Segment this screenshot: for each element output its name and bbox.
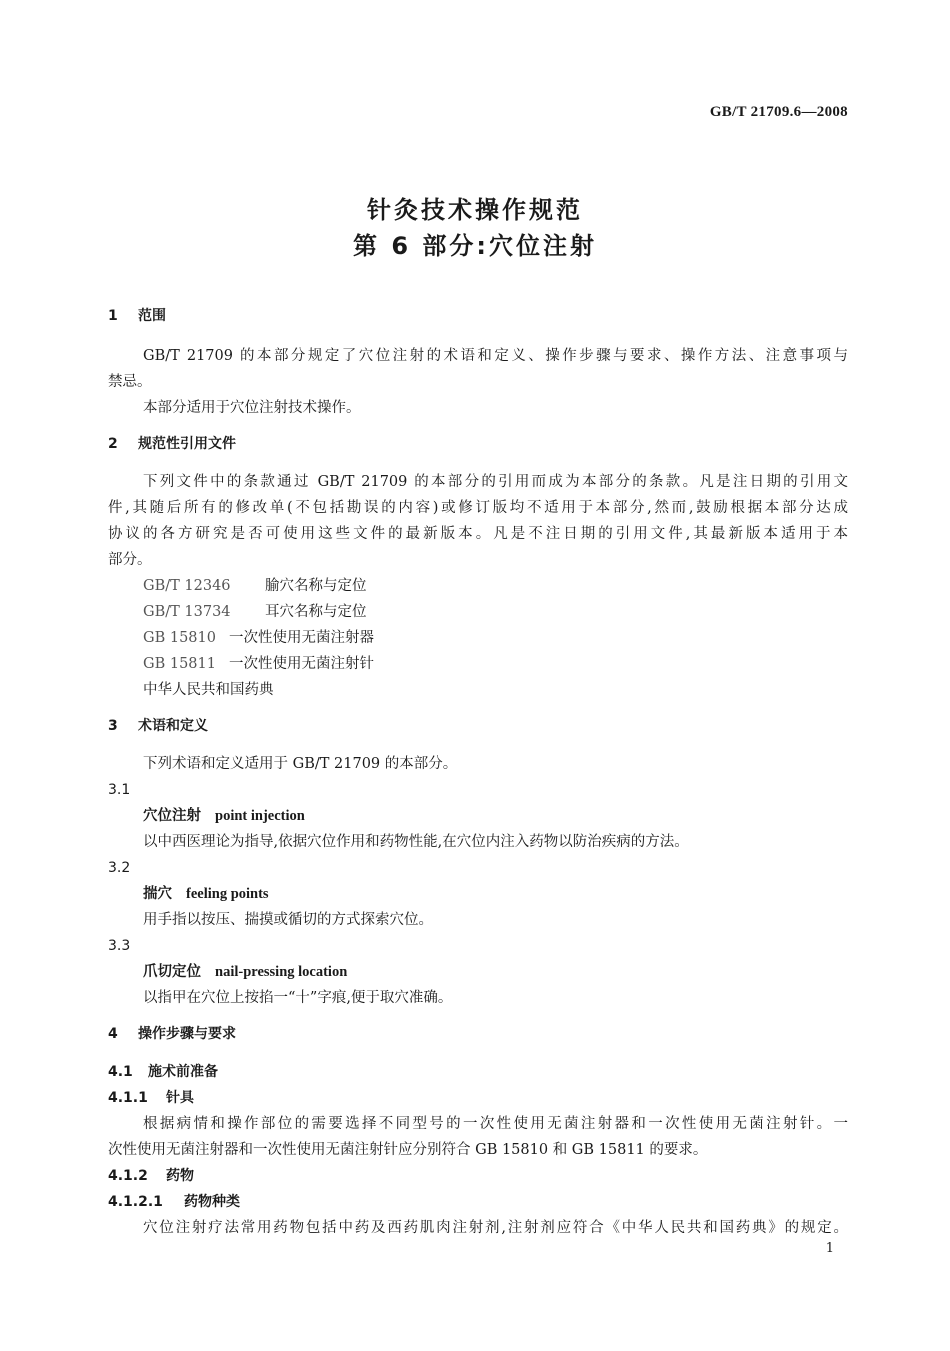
term-heading: 穴位注射 point injection bbox=[143, 807, 305, 824]
standard-code: GB/T 21709.6—2008 bbox=[709, 104, 848, 120]
document-subtitle: 第 6 部分:穴位注射 bbox=[352, 232, 597, 260]
term-number: 3.1 bbox=[108, 782, 131, 798]
section-2-paragraph-line-3: 协议的各方研究是否可使用这些文件的最新版本。凡是不注日期的引用文件,其最新版本适用于本 bbox=[108, 526, 848, 542]
term-definition: 用手指以按压、揣摸或循切的方式探索穴位。 bbox=[143, 912, 433, 928]
term-heading: 揣穴 feeling points bbox=[143, 885, 269, 902]
reference-item: GB 15811 一次性使用无菌注射针 bbox=[143, 656, 374, 672]
subsection-4-1-1-line-2: 次性使用无菌注射器和一次性使用无菌注射针应分别符合 GB 15810 和 GB 15811 的要求。 bbox=[108, 1142, 708, 1158]
term-number: 3.2 bbox=[108, 860, 131, 876]
section-4-heading: 4 操作步骤与要求 bbox=[108, 1026, 236, 1042]
section-2-paragraph-line-2: 件,其随后所有的修改单(不包括勘误的内容)或修订版均不适用于本部分,然而,鼓励根据本部分达成 bbox=[108, 500, 848, 516]
subsection-4-1-heading: 4.1 施术前准备 bbox=[108, 1064, 218, 1080]
section-2-paragraph-line-1: 下列文件中的条款通过 GB/T 21709 的本部分的引用而成为本部分的条款。凡是注日期的引用文 bbox=[143, 474, 848, 490]
section-2-paragraph-line-4: 部分。 bbox=[108, 552, 152, 568]
section-1-paragraph-1-line-2: 禁忌。 bbox=[108, 374, 152, 390]
section-3-heading: 3 术语和定义 bbox=[108, 718, 208, 734]
page-number: 1 bbox=[825, 1241, 834, 1256]
reference-item-pharmacopoeia: 中华人民共和国药典 bbox=[143, 682, 274, 698]
term-definition: 以指甲在穴位上按掐一“十”字痕,便于取穴准确。 bbox=[143, 990, 453, 1006]
term-definition: 以中西医理论为指导,依据穴位作用和药物性能,在穴位内注入药物以防治疾病的方法。 bbox=[143, 834, 689, 850]
reference-item: GB/T 12346 腧穴名称与定位 bbox=[143, 578, 367, 594]
subsection-4-1-1-line-1: 根据病情和操作部位的需要选择不同型号的一次性使用无菌注射器和一次性使用无菌注射针。一 bbox=[143, 1116, 848, 1132]
reference-item: GB/T 13734 耳穴名称与定位 bbox=[143, 604, 367, 620]
term-number: 3.3 bbox=[108, 938, 131, 954]
subsection-4-1-1-heading: 4.1.1 针具 bbox=[108, 1090, 194, 1106]
section-1-heading: 1 范围 bbox=[108, 308, 166, 324]
reference-item: GB 15810 一次性使用无菌注射器 bbox=[143, 630, 374, 646]
section-3-intro: 下列术语和定义适用于 GB/T 21709 的本部分。 bbox=[143, 756, 458, 772]
section-1-paragraph-1-line-1: GB/T 21709 的本部分规定了穴位注射的术语和定义、操作步骤与要求、操作方法、注意事项与 bbox=[143, 348, 848, 364]
subsection-4-1-2-1-line-1: 穴位注射疗法常用药物包括中药及西药肌肉注射剂,注射剂应符合《中华人民共和国药典》的规定。 bbox=[143, 1220, 848, 1236]
document-title: 针灸技术操作规范 bbox=[367, 196, 583, 224]
subsection-4-1-2-1-heading: 4.1.2.1 药物种类 bbox=[108, 1194, 240, 1210]
section-1-paragraph-2: 本部分适用于穴位注射技术操作。 bbox=[143, 400, 361, 416]
subsection-4-1-2-heading: 4.1.2 药物 bbox=[108, 1168, 194, 1184]
term-heading: 爪切定位 nail-pressing location bbox=[143, 963, 348, 980]
section-2-heading: 2 规范性引用文件 bbox=[108, 436, 236, 452]
